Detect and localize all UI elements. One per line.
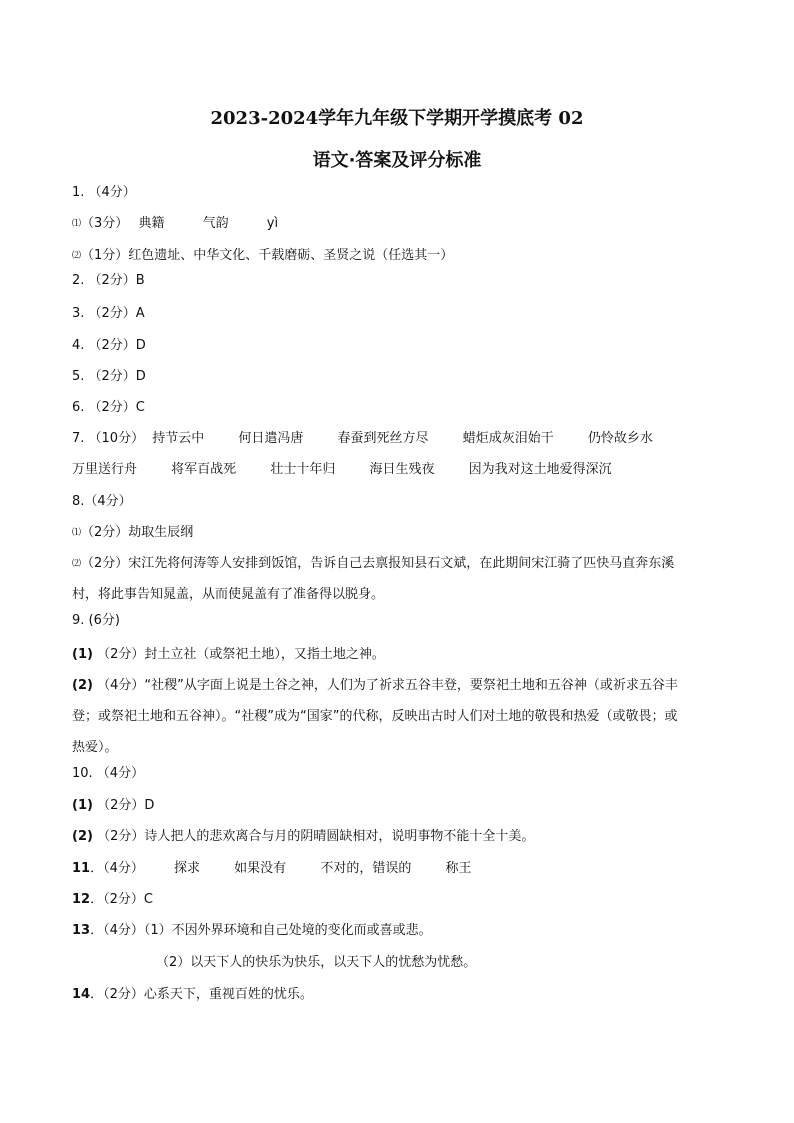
q9-heading: 9. (6分): [72, 613, 120, 628]
q8-a1-index: ⑴: [72, 528, 82, 538]
q11-answer: [72, 860, 472, 878]
q11-score: ．（4分）: [90, 861, 144, 876]
q9-answer-1: [72, 646, 385, 664]
q1-a1-score: （3分）: [81, 216, 129, 231]
q1-answer-1: [72, 215, 278, 233]
q1-a2-index: ⑵: [72, 251, 82, 261]
q10-a1-index: (1): [72, 798, 93, 813]
q9-answer-2-line-2: 登；或祭祀土地和五谷神）。“社稷”成为“国家”的代称，反映出古时人们对土地的敬畏和热爱（或敬畏；或: [72, 709, 678, 724]
q14-number: 14: [72, 987, 91, 1002]
q7-item: 持节云中: [152, 431, 205, 446]
q8-answer-2-line-1: [72, 555, 674, 573]
q1-a1-word-2: 气韵: [202, 216, 229, 231]
q8-heading: 8.（4分）: [72, 494, 132, 509]
q11-item: 不对的，错误的: [320, 861, 412, 876]
document-subtitle: 语文·答案及评分标准: [312, 150, 482, 171]
q1-heading: 1. （4分）: [72, 185, 136, 200]
q7-item: 万里送行舟: [72, 462, 138, 477]
q9-answer-2-line-3: 热爱）。: [72, 740, 118, 755]
q11-number: 11: [72, 861, 91, 876]
q1-a2-text: （1分）红色遗址、中华文化、千载磨砺、圣贤之说（任选其一）: [81, 248, 454, 263]
q8-answer-2-line-2: 村，将此事告知晁盖，从而使晁盖有了准备得以脱身。: [72, 587, 385, 602]
q10-a2-index: (2): [72, 829, 93, 844]
q9-a2-text: （4分）“社稷”从字面上说是土谷之神，人们为了祈求五谷丰登，要祭祀土地和五谷神（或祈求五谷丰: [97, 678, 678, 693]
q10-a2-text: （2分）诗人把人的悲欢离合与月的阴晴圆缺相对，说明事物不能十全十美。: [97, 829, 535, 844]
q7-heading: 7. （10分）: [72, 431, 145, 446]
q7-item: 仍怜故乡水: [587, 431, 653, 446]
q13-answer-2: （2）以天下人的快乐为快乐，以天下人的忧愁为忧愁。: [156, 955, 477, 970]
q14-text: ．（2分）心系天下，重视百姓的忧乐。: [90, 987, 313, 1002]
q8-answer-1: [72, 524, 193, 542]
q12-number: 12: [72, 892, 91, 907]
q9-answer-2-line-1: [72, 677, 678, 695]
q1-a1-word-1: 典籍: [138, 216, 165, 231]
q2-answer: 2. （2分）B: [72, 273, 145, 288]
q10-a1-text: （2分）D: [97, 798, 155, 813]
q7-item: 海日生残夜: [369, 462, 435, 477]
q13-number: 13: [72, 923, 91, 938]
q8-a1-text: （2分）劫取生辰纲: [81, 525, 194, 540]
q11-item: 如果没有: [234, 861, 287, 876]
q9-a1-text: （2分）封土立社（或祭祀土地），又指土地之神。: [97, 647, 385, 662]
q1-a1-word-3: yì: [266, 216, 279, 231]
q3-answer: 3. （2分）A: [72, 306, 145, 321]
q10-answer-1: [72, 797, 154, 815]
q5-answer: 5. （2分）D: [72, 369, 146, 384]
q4-answer: 4. （2分）D: [72, 338, 146, 353]
q7-item: 壮士十年归: [270, 462, 336, 477]
q7-line-1: [72, 430, 653, 448]
q7-line-2: [72, 461, 612, 479]
q7-item: 何日遣冯唐: [238, 431, 304, 446]
q11-item: 探求: [174, 861, 201, 876]
q12-answer: [72, 891, 153, 909]
q13-text: ．（4分）（1）不因外界环境和自己处境的变化而或喜或悲。: [90, 923, 432, 938]
q12-text: ．（2分）C: [90, 892, 153, 907]
q7-item: 蜡炬成灰泪始干: [462, 431, 554, 446]
document-title: 2023-2024学年九年级下学期开学摸底考 02: [210, 108, 584, 129]
q6-answer: 6. （2分）C: [72, 400, 145, 415]
q7-item: 将军百战死: [171, 462, 237, 477]
q1-answer-2: [72, 247, 453, 265]
q11-item: 称王: [445, 861, 472, 876]
q10-heading: 10. （4分）: [72, 766, 145, 781]
q10-answer-2: [72, 828, 534, 846]
q13-answer-1: [72, 922, 432, 940]
q9-a1-index: (1): [72, 647, 93, 662]
q8-a2-index: ⑵: [72, 559, 82, 569]
q7-item: 春蚕到死丝方尽: [337, 431, 429, 446]
q8-a2-text: （2分）宋江先将何涛等人安排到饭馆，告诉自己去禀报知县石文斌，在此期间宋江骑了匹快马直奔东溪: [81, 556, 675, 571]
q7-item: 因为我对这土地爱得深沉: [468, 462, 612, 477]
q9-a2-index: (2): [72, 678, 93, 693]
q14-answer: [72, 986, 313, 1004]
q1-a1-index: ⑴: [72, 219, 82, 229]
